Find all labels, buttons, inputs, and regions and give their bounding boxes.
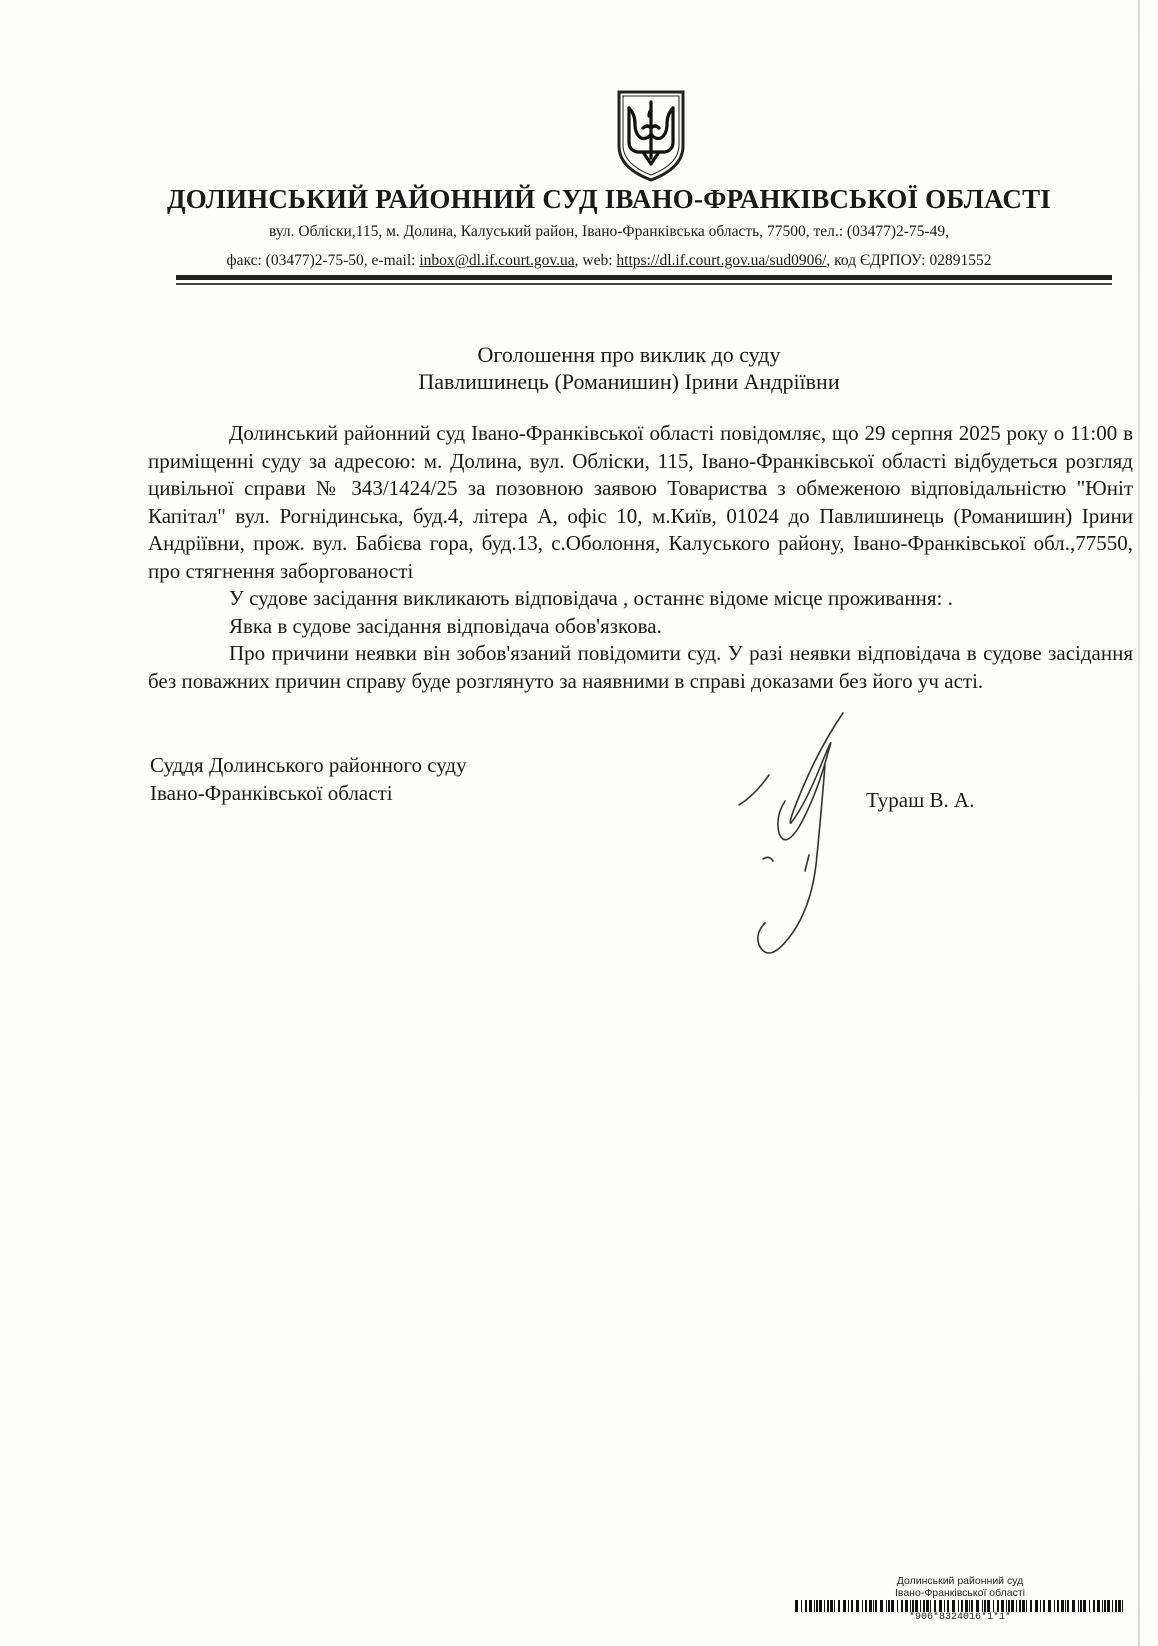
absence-paragraph: Про причини неявки він зобов'язаний повідомити суд. У разі неявки відповідача в судове засідання без поважних причин справу буде розглянуто за наявними в справі доказами без його уч асті. (148, 641, 1133, 693)
defendant-name: Павлишинець (Романишин) Ірини Андріївни (418, 369, 840, 394)
judge-position-line-2: Івано-Франківської області (150, 780, 393, 805)
attendance-paragraph: Явка в судове засідання відповідача обов'язкова. (229, 613, 662, 638)
edrpou-text: , код ЄДРПОУ: 02891552 (826, 252, 992, 269)
court-name: ДОЛИНСЬКИЙ РАЙОННИЙ СУД ІВАНО-ФРАНКІВСЬКОЇ ОБЛАСТІ (167, 184, 1051, 214)
summons-paragraph: У судове засідання викликають відповідача , останнє відоме місце проживання: . (229, 586, 953, 610)
header-divider-thin (176, 283, 1112, 285)
barcode-icon (795, 1600, 1125, 1612)
scan-edge (1138, 0, 1140, 1646)
website-link[interactable]: https://dl.if.court.gov.ua/sud0906/ (616, 252, 827, 269)
web-label: , web: (574, 252, 617, 269)
contact-line (0, 252, 1158, 270)
stamp-region: Івано-Франківської області (894, 1587, 1026, 1599)
fax-text: факс: (03477)2-75-50, e-mail: (226, 252, 420, 269)
email-link[interactable]: inbox@dl.if.court.gov.ua (419, 252, 575, 269)
registration-stamp (795, 1575, 1125, 1624)
judge-position-line-1: Суддя Долинського районного суду (150, 753, 467, 777)
coat-of-arms-icon (613, 88, 689, 182)
document-body (148, 420, 1133, 695)
judge-name: Тураш В. А. (866, 788, 975, 812)
notice-paragraph: Долинський районний суд Івано-Франківської області повідомляє, що 29 серпня 2025 року о 11:00 в приміщенні суду за адресою: м. Долина, вул. Обліски, 115, Івано-Франківської області відбудеться розгляд цивільної справи № 343/1424/25 за позовною заявою Товариства з обмеженою відповідальністю "Юніт Капітал" вул. Рогнідинська, буд.4, літера А, офіс 10, м.Київ, 01024 до Павлишинець (Романишин) Ірини Андріївни, прож. вул. Бабієва гора, буд.13, с.Оболоння, Калуського району, Івано-Франківської обл.,77550, про стягнення заборгованості (148, 421, 1133, 583)
barcode-number: *906*8324016*1*1* (908, 1612, 1012, 1623)
stamp-court-name: Долинський районний суд (896, 1575, 1024, 1587)
address-line: вул. Обліски,115, м. Долина, Калуський район, Івано-Франківська область, 77500, тел.: (03477)2-75-49, (269, 223, 949, 240)
header-divider-thick (176, 275, 1112, 280)
judge-position (150, 752, 467, 807)
handwritten-signature (725, 705, 865, 975)
document-title: Оголошення про виклик до суду (477, 342, 781, 367)
